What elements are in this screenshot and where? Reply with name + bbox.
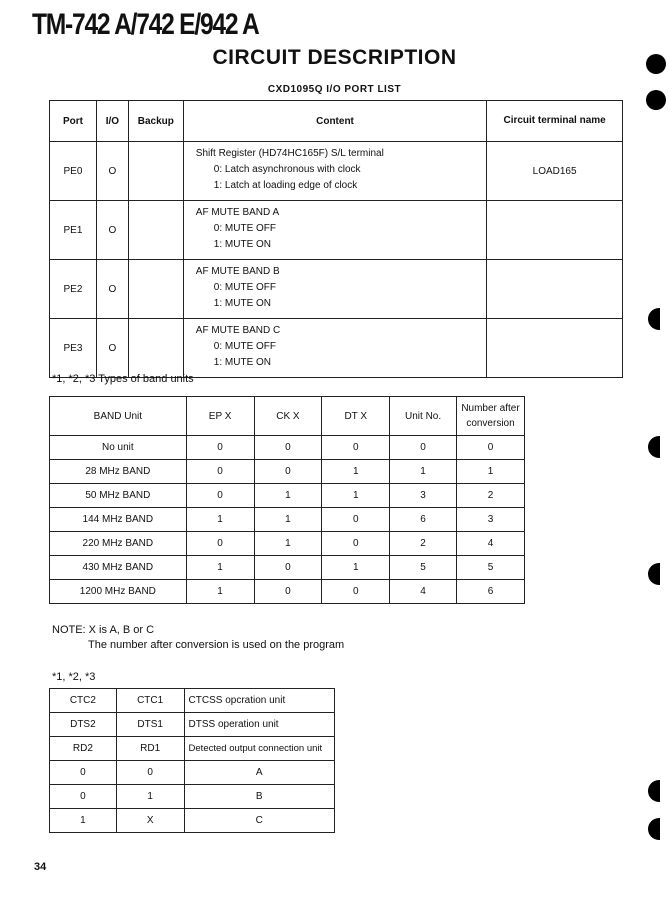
table-row [50,201,623,260]
table-row [50,713,335,737]
table-cell: 0 [254,436,322,460]
terminal-cell [487,201,623,260]
table-cell: 0 [186,532,254,556]
content-line: 1: MUTE ON [213,239,272,250]
header-dt-x: DT X [322,397,390,436]
backup-cell [128,260,183,319]
table-cell: 1 [254,532,322,556]
table-row [50,580,525,604]
table-cell: 4 [390,580,457,604]
binding-hole-mark [646,90,666,110]
table-cell: 3 [390,484,457,508]
table-cell: X [116,809,184,833]
page-number: 34 [34,861,47,873]
table-cell: 430 MHz BAND [50,556,187,580]
table-cell: 2 [457,484,525,508]
table-cell: 2 [390,532,457,556]
band-unit-table [49,396,525,604]
content-line: 1: MUTE ON [213,357,272,368]
table-cell: C [184,809,334,833]
table-cell: 0 [390,436,457,460]
table-cell: 1 [322,484,390,508]
table-cell: DTS2 [50,713,117,737]
backup-cell [128,142,183,201]
table-cell: 28 MHz BAND [50,460,187,484]
content-line: 0: Latch asynchronous with clock [213,164,361,175]
table-cell: 1200 MHz BAND [50,580,187,604]
note-conversion: The number after conversion is used on the program [88,639,345,651]
io-cell: O [96,260,128,319]
content-line: AF MUTE BAND C [195,325,281,336]
header-ep-x: EP X [186,397,254,436]
table-row [50,809,335,833]
port-cell: PE0 [50,142,97,201]
note-x-meaning: NOTE: X is A, B or C [52,624,155,636]
table-cell: 0 [322,532,390,556]
terminal-cell [487,319,623,378]
table-cell: 0 [116,761,184,785]
io-port-table [49,100,623,378]
ctc-unit-table [49,688,335,833]
port-cell: PE3 [50,319,97,378]
table-cell: 0 [186,460,254,484]
table-subtitle: CXD1095Q I/O PORT LIST [267,84,402,95]
content-cell [183,201,486,260]
table-row [50,142,623,201]
table-cell: A [184,761,334,785]
table-cell: DTS1 [116,713,184,737]
backup-cell [128,319,183,378]
table-cell: 1 [116,785,184,809]
table-row [50,556,525,580]
table-cell: 0 [322,580,390,604]
table-row [50,260,623,319]
band-table-header-row [50,397,525,436]
table-row [50,532,525,556]
table-cell: 0 [50,785,117,809]
table-cell: 1 [186,580,254,604]
content-line: 1: MUTE ON [213,298,272,309]
table-row [50,484,525,508]
table-cell: No unit [50,436,187,460]
table-cell: RD1 [116,737,184,761]
backup-cell [128,201,183,260]
table-cell: 1 [50,809,117,833]
table-row [50,436,525,460]
table-cell: 0 [457,436,525,460]
content-cell [183,142,486,201]
table-cell: DTSS operation unit [184,713,334,737]
header-unit-no: Unit No. [390,397,457,436]
table-cell: RD2 [50,737,117,761]
table-row [50,508,525,532]
table-cell: 4 [457,532,525,556]
content-cell [183,260,486,319]
table-cell: 1 [390,460,457,484]
table-cell: 6 [390,508,457,532]
table-cell: CTC1 [116,689,184,713]
content-line: 0: MUTE OFF [213,341,277,352]
port-cell: PE2 [50,260,97,319]
table-cell: 0 [254,460,322,484]
table-row [50,460,525,484]
model-title: TM-742 A/742 E/942 A [32,8,259,41]
binding-hole-mark [646,54,666,74]
table-cell: 0 [254,556,322,580]
table-cell: 144 MHz BAND [50,508,187,532]
table-cell: 1 [322,556,390,580]
header-band-unit: BAND Unit [50,397,187,436]
band-types-note: *1, *2, *3 Types of band units [52,373,194,385]
table-cell: 0 [254,580,322,604]
table-cell: 3 [457,508,525,532]
io-cell: O [96,142,128,201]
binding-hole-mark [648,436,660,458]
section-title: CIRCUIT DESCRIPTION [212,46,457,69]
table-cell: 220 MHz BAND [50,532,187,556]
table-cell: 1 [186,508,254,532]
table-cell: B [184,785,334,809]
header-terminal: Circuit terminal name [487,101,623,142]
table-cell: 5 [457,556,525,580]
header-backup: Backup [128,101,183,142]
star-label: *1, *2, *3 [52,671,96,683]
binding-hole-mark [648,308,660,330]
table-cell: 0 [186,436,254,460]
io-cell: O [96,201,128,260]
table-cell: 1 [322,460,390,484]
content-line: 1: Latch at loading edge of clock [213,180,358,191]
table-row [50,689,335,713]
table-row [50,319,623,378]
terminal-cell: LOAD165 [487,142,623,201]
table-row [50,785,335,809]
table-cell: CTCSS opcration unit [184,689,334,713]
table-cell: 0 [322,508,390,532]
binding-hole-mark [648,780,660,802]
content-line: AF MUTE BAND B [195,266,280,277]
header-port: Port [50,101,97,142]
table-cell: 0 [50,761,117,785]
port-cell: PE1 [50,201,97,260]
header-content: Content [183,101,486,142]
table-cell: 1 [254,508,322,532]
table-cell: 50 MHz BAND [50,484,187,508]
terminal-cell [487,260,623,319]
header-ck-x: CK X [254,397,322,436]
table-cell: 1 [254,484,322,508]
content-cell [183,319,486,378]
header-io: I/O [96,101,128,142]
content-line: AF MUTE BAND A [195,207,280,218]
table-row [50,737,335,761]
content-line: 0: MUTE OFF [213,282,277,293]
content-line: Shift Register (HD74HC165F) S/L terminal [195,148,384,159]
table-cell: 5 [390,556,457,580]
content-line: 0: MUTE OFF [213,223,277,234]
table-cell: 6 [457,580,525,604]
table-cell: 0 [186,484,254,508]
table-cell: 1 [186,556,254,580]
binding-hole-mark [648,818,660,840]
port-table-header-row [50,101,623,142]
table-cell: 0 [322,436,390,460]
binding-hole-mark [648,563,660,585]
table-cell: Detected output connection unit [184,737,334,761]
header-number-after-conversion: Number after conversion [457,397,525,436]
table-cell: 1 [457,460,525,484]
table-cell: CTC2 [50,689,117,713]
table-row [50,761,335,785]
io-cell: O [96,319,128,378]
